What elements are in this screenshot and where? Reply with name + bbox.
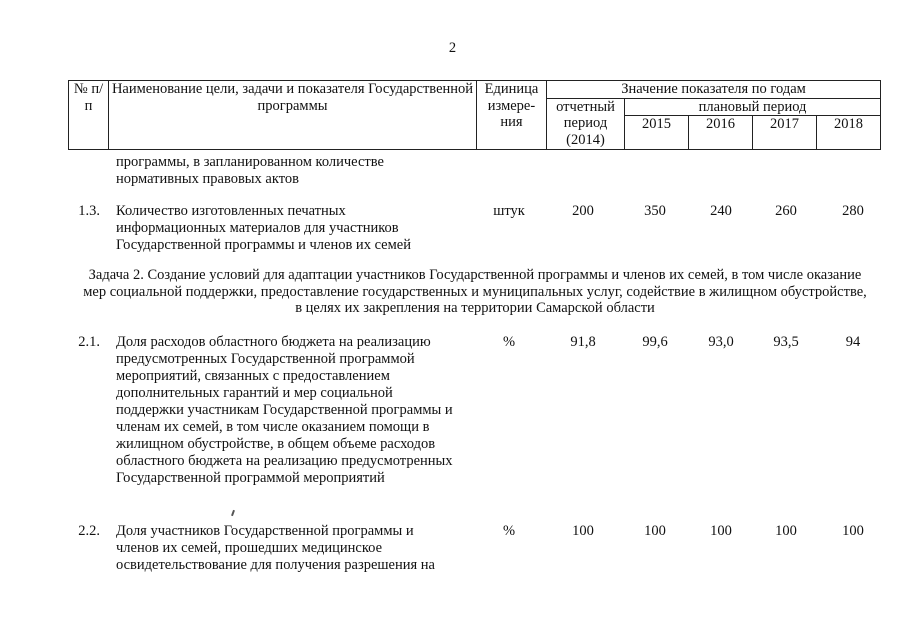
indicator-name: Доля расходов областного бюджета на реализацию предусмотренных Государственной программой мероприятий, связанных с предоставлением дополнительных гарантий и мер социальной поддержки участникам Государственной программы и членам их семей, в том числе оказанием помощи в жилищном обустройстве, в общем объеме расходов областного бюджета на реализацию предусмотренных Государственной программой мероприятий: [116, 334, 453, 486]
indicator-unit: штук: [493, 203, 525, 219]
value-2018: 100: [842, 523, 864, 539]
indicator-name: Количество изготовленных печатных информационных материалов для участников Государственной программы и членов их семей: [116, 203, 411, 253]
value-2016: 240: [710, 203, 732, 219]
indicator-unit: %: [502, 523, 516, 539]
value-2016: 93,0: [708, 334, 734, 350]
header-unit-col: Единица измере-ния: [477, 81, 547, 150]
value-2015: 350: [644, 203, 666, 219]
header-reporting-period: отчетный период (2014): [547, 98, 625, 150]
indicator-name: Доля участников Государственной программы и членов их семей, прошедших медицинское освидетельствование для получения разрешения на: [116, 523, 435, 573]
value-2018: 280: [842, 203, 864, 219]
task-2-title: Задача 2. Создание условий для адаптации участников Государственной программы и членов их семей, в том числе оказание мер социальной поддержки, предоставление государственных и муниципальных услуг, содействие в жилищном обустройстве, в целях их закрепления на территории Самарской области: [83, 267, 867, 316]
header-num-col: № п/п: [69, 81, 109, 150]
scan-speck: [231, 510, 235, 516]
value-2016: 100: [710, 523, 732, 539]
row-number: 2.1.: [78, 334, 100, 350]
value-2017: 260: [775, 203, 797, 219]
continuation-text: программы, в запланированном количестве нормативных правовых актов: [116, 154, 384, 187]
header-year-2017: 2017: [753, 116, 817, 150]
page-number: 2: [448, 40, 457, 56]
header-name-col: Наименование цели, задачи и показателя Государственной программы: [109, 81, 477, 150]
value-2017: 100: [775, 523, 797, 539]
value-2018: 94: [845, 334, 861, 350]
row-number: 2.2.: [78, 523, 100, 539]
value-2017: 93,5: [773, 334, 799, 350]
value-2015: 99,6: [642, 334, 668, 350]
header-planned-period: плановый период: [625, 98, 881, 116]
header-year-2016: 2016: [689, 116, 753, 150]
indicator-unit: %: [502, 334, 516, 350]
row-number: 1.3.: [78, 203, 100, 219]
value-2014: 100: [572, 523, 594, 539]
value-2014: 91,8: [570, 334, 596, 350]
header-year-2015: 2015: [625, 116, 689, 150]
table-header: [68, 80, 881, 150]
value-2014: 200: [572, 203, 594, 219]
header-year-2018: 2018: [817, 116, 881, 150]
value-2015: 100: [644, 523, 666, 539]
header-values-group: Значение показателя по годам: [547, 81, 881, 99]
